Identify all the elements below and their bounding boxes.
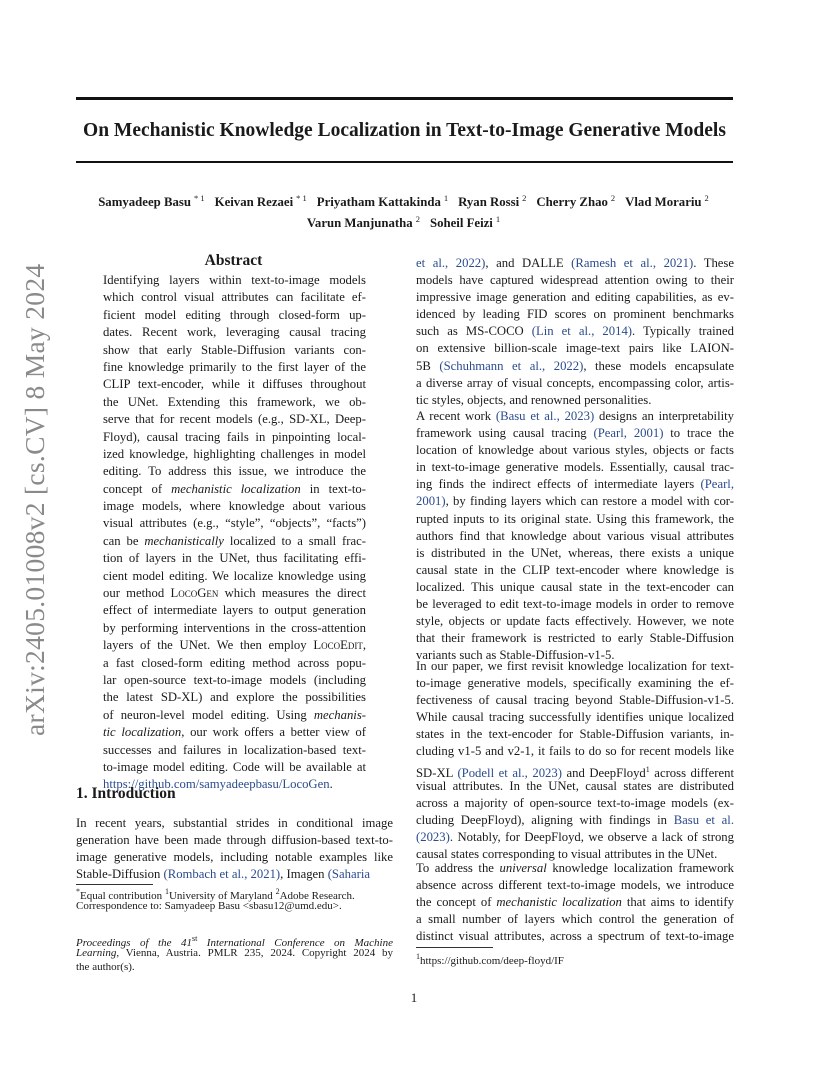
author-name: Cherry Zhao bbox=[536, 195, 608, 209]
text-line: causal states corresponding to visual attributes in the UNet. bbox=[416, 847, 718, 862]
text-line: the latest SD-XL) and explore the possibilities bbox=[103, 690, 366, 705]
author bbox=[98, 195, 206, 209]
text-line: models have captured widespread attention owing to their bbox=[416, 273, 734, 288]
introduction-heading: 1. Introduction bbox=[76, 785, 176, 802]
text-line: in text-to-image generative models. Essentially, causal trac- bbox=[416, 460, 734, 475]
affiliation-footnote bbox=[76, 885, 393, 913]
text-line: rupted inputs to its original state. Using this framework, the bbox=[416, 511, 734, 526]
text-line: cluding v1-5 and v2-1, it fails to do so for recent models like bbox=[416, 744, 734, 759]
footnote-rule-right bbox=[416, 947, 493, 948]
text-line: states in the text-encoder for Stable-Diffusion variants, in- bbox=[416, 727, 734, 742]
text-line: Correspondence to: Samyadeep Basu <sbasu12@umd.edu>. bbox=[76, 900, 342, 912]
author bbox=[307, 216, 422, 230]
text-line: visual attributes. In the UNet, causal states are distributed bbox=[416, 778, 734, 793]
deepfloyd-footnote: $^1$https://github.com/deep-floyd/IF bbox=[416, 952, 564, 967]
abstract-body bbox=[103, 272, 366, 794]
text-line: Identifying layers within text-to-image models bbox=[103, 273, 366, 287]
text-line: to-image generative models, specifically examining the ef- bbox=[416, 676, 734, 691]
affiliation-mark: 2 bbox=[610, 193, 616, 203]
text-line: ized knowledge, highlighting challenges in model bbox=[103, 446, 366, 461]
text-line: editing. To address this issue, we introduce the bbox=[103, 464, 366, 479]
text-line: Stable-Diffusion (Rombach et al., 2021), Imagen (Saharia bbox=[76, 867, 370, 881]
text-line: In our paper, we first revisit knowledge localization for text- bbox=[416, 659, 734, 673]
text-line: dates. Recent work, leveraging causal tracing bbox=[103, 325, 366, 340]
text-line: To address the universal knowledge localization framework bbox=[416, 861, 734, 875]
text-line: lar open-source text-to-image models (including bbox=[103, 672, 366, 687]
text-line: absence across different text-to-image models, we introduce bbox=[416, 878, 734, 893]
text-line: image generative models, including notable examples like bbox=[76, 850, 393, 864]
author bbox=[458, 195, 528, 209]
affiliation-mark: 2 bbox=[522, 193, 527, 203]
author-name: Ryan Rossi bbox=[458, 195, 520, 209]
affiliation-mark: 2 bbox=[415, 214, 420, 224]
text-line: variants such as Stable-Diffusion-v1-5. bbox=[416, 648, 615, 663]
text-line: CLIP text-encoder, while it diffuses throughout bbox=[103, 377, 366, 392]
author-name: Soheil Feizi bbox=[429, 216, 493, 230]
text-line: 5B (Schuhmann et al., 2022), these models encapsulate bbox=[416, 358, 734, 373]
text-line: Proceedings of the 41st International Conference on Machine bbox=[76, 934, 393, 949]
text-line: cient model editing. We localize knowledge using bbox=[103, 568, 366, 583]
text-line: SD-XL (Podell et al., 2023) and DeepFloyd$^1$ across different bbox=[416, 764, 734, 780]
arxiv-identifier: arXiv:2405.01008v2 [cs.CV] 8 May 2024 bbox=[19, 263, 50, 736]
text-line: tic styles, objects, and renowned personalities. bbox=[416, 392, 652, 407]
text-line: concept of mechanistic localization in text-to- bbox=[103, 481, 366, 496]
text-line: *Equal contribution $^1$University of Maryland $^2$Adobe Research. bbox=[76, 887, 355, 902]
affiliation-mark: * 1 bbox=[193, 193, 205, 203]
intro-paragraph-mechanistic bbox=[416, 860, 734, 945]
text-line: successes and failures in localization-based text- bbox=[103, 742, 366, 757]
text-line: idenced by leading FID scores on prominent benchmarks bbox=[416, 307, 734, 322]
abstract-heading: Abstract bbox=[204, 252, 263, 269]
text-line: the concept of mechanistic localization that aims to identify bbox=[416, 895, 734, 910]
text-line: impressive image generation and editing capabilities, as ev- bbox=[416, 290, 734, 305]
text-line: Floyd), causal tracing fails in pinpointing local- bbox=[103, 429, 366, 444]
text-line: which control visual attributes can facilitate ef- bbox=[103, 290, 366, 305]
text-line: visual attributes (e.g., “style”, “objects”, “facts”) bbox=[103, 516, 366, 531]
text-line: style, objects or update facts effectively. However, we note bbox=[416, 614, 734, 629]
affiliation-mark: * 1 bbox=[296, 193, 307, 203]
text-line: tion of layers in the UNet, thus facilitating effi- bbox=[103, 551, 366, 566]
text-line: show that early Stable-Diffusion variants con- bbox=[103, 342, 366, 357]
text-line: location of knowledge about various styles, objects or facts bbox=[416, 443, 734, 458]
text-line: by performing interventions in the cross-attention bbox=[103, 620, 366, 635]
text-line: the UNet. Extending this framework, we ob- bbox=[103, 394, 366, 409]
text-line: of neuron-level model editing. Using mechanis- bbox=[103, 707, 366, 722]
text-line: can be mechanistically localized to a small frac- bbox=[103, 533, 366, 548]
text-line: to-image model editing. Code will be available at bbox=[103, 759, 366, 774]
page-number: 1 bbox=[410, 990, 418, 1005]
text-line: fectiveness of causal tracing beyond Stable-Diffusion-v1-5. bbox=[416, 693, 734, 708]
author bbox=[536, 195, 617, 209]
text-line: Learning, Vienna, Austria. PMLR 235, 2024. Copyright 2024 by bbox=[76, 947, 393, 959]
text-line: a diverse array of visual concepts, encompassing color, artis- bbox=[416, 375, 734, 390]
text-line: the author(s). bbox=[76, 961, 135, 973]
text-line: cluding DeepFloyd), aligning with findings in Basu et al. bbox=[416, 812, 734, 827]
text-line: be leveraged to edit text-to-image models in order to remove bbox=[416, 597, 734, 612]
text-line: authors find that knowledge about various visual attributes bbox=[416, 528, 734, 543]
title-top-rule bbox=[76, 97, 733, 100]
paper-title: On Mechanistic Knowledge Localization in Text-to-Image Generative Models bbox=[83, 120, 726, 141]
text-line: In recent years, substantial strides in conditional image bbox=[76, 816, 393, 830]
affiliation-mark: 2 bbox=[704, 193, 709, 203]
intro-paragraph-continued bbox=[416, 255, 734, 409]
text-line: (2023). Notably, for DeepFloyd, we observe a lack of strong bbox=[416, 829, 734, 844]
text-line: is distributed in the UNet, whereas, there exists a unique bbox=[416, 545, 734, 560]
text-line: While causal tracing successfully identifies unique localized bbox=[416, 710, 734, 725]
author-name: Keivan Rezaei bbox=[214, 195, 294, 209]
text-line: layers of the UNet. We then employ LocoEdit, bbox=[103, 638, 366, 653]
text-line: on extensive billion-scale image-text pairs like LAION- bbox=[416, 341, 734, 356]
text-line: A recent work (Basu et al., 2023) designs an interpretability bbox=[416, 409, 734, 423]
text-line: causal state in the CLIP text-encoder where knowledge is bbox=[416, 562, 734, 577]
text-line: image models, where knowledge about various bbox=[103, 499, 366, 514]
text-line: effect of intermediate layers to output generation bbox=[103, 603, 366, 618]
text-line: a fast closed-form editing method across popu- bbox=[103, 655, 366, 670]
text-line: framework using causal tracing (Pearl, 2001) to trace the bbox=[416, 426, 734, 441]
text-line: 2001), by finding layers which can restore a model with cor- bbox=[416, 494, 734, 509]
author-name: Vlad Morariu bbox=[625, 195, 702, 209]
text-line: ing finds the indirect effects of intermediate layers (Pearl, bbox=[416, 477, 734, 492]
text-line: across a majority of open-source text-to-image models (ex- bbox=[416, 795, 734, 810]
introduction-paragraph bbox=[76, 815, 393, 883]
author bbox=[215, 195, 309, 209]
author bbox=[625, 195, 711, 209]
text-line: et al., 2022), and DALLE (Ramesh et al., 2021). These bbox=[416, 256, 734, 270]
text-line: fine knowledge primarily to the first layer of the bbox=[103, 359, 366, 374]
author bbox=[317, 195, 450, 209]
affiliation-mark: 1 bbox=[495, 214, 501, 224]
text-line: localized. This unique causal state in the text-encoder can bbox=[416, 579, 734, 594]
author-name: Samyadeep Basu bbox=[98, 195, 191, 209]
text-line: ficient model editing through closed-form up- bbox=[103, 307, 366, 322]
text-line: tic localization, our work offers a better view of bbox=[103, 725, 366, 740]
affiliation-mark: 1 bbox=[443, 193, 449, 203]
author-name: Varun Manjunatha bbox=[306, 216, 413, 230]
title-bottom-rule bbox=[76, 161, 733, 163]
proceedings-note bbox=[76, 932, 393, 974]
text-line: serve that for recent models (e.g., SD-XL, Deep- bbox=[103, 412, 366, 427]
intro-paragraph-causal-tracing bbox=[416, 408, 734, 664]
author-name: Priyatham Kattakinda bbox=[316, 195, 441, 209]
text-line: that their framework is restricted to early Stable-Diffusion bbox=[416, 631, 734, 646]
text-line: a small number of layers which control the generation of bbox=[416, 912, 734, 927]
text-line: our method LocoGen which measures the direct bbox=[103, 586, 366, 601]
text-line: distinct visual attributes, across a spectrum of text-to-image bbox=[416, 929, 734, 944]
text-line: https://github.com/samyadeepbasu/LocoGen. bbox=[103, 777, 333, 792]
text-line: generation have been made through diffusion-based text-to- bbox=[76, 833, 393, 847]
author-list bbox=[76, 190, 733, 232]
intro-paragraph-our-paper bbox=[416, 658, 734, 863]
author bbox=[430, 216, 502, 230]
text-line: such as MS-COCO (Lin et al., 2014). Typically trained bbox=[416, 324, 735, 339]
